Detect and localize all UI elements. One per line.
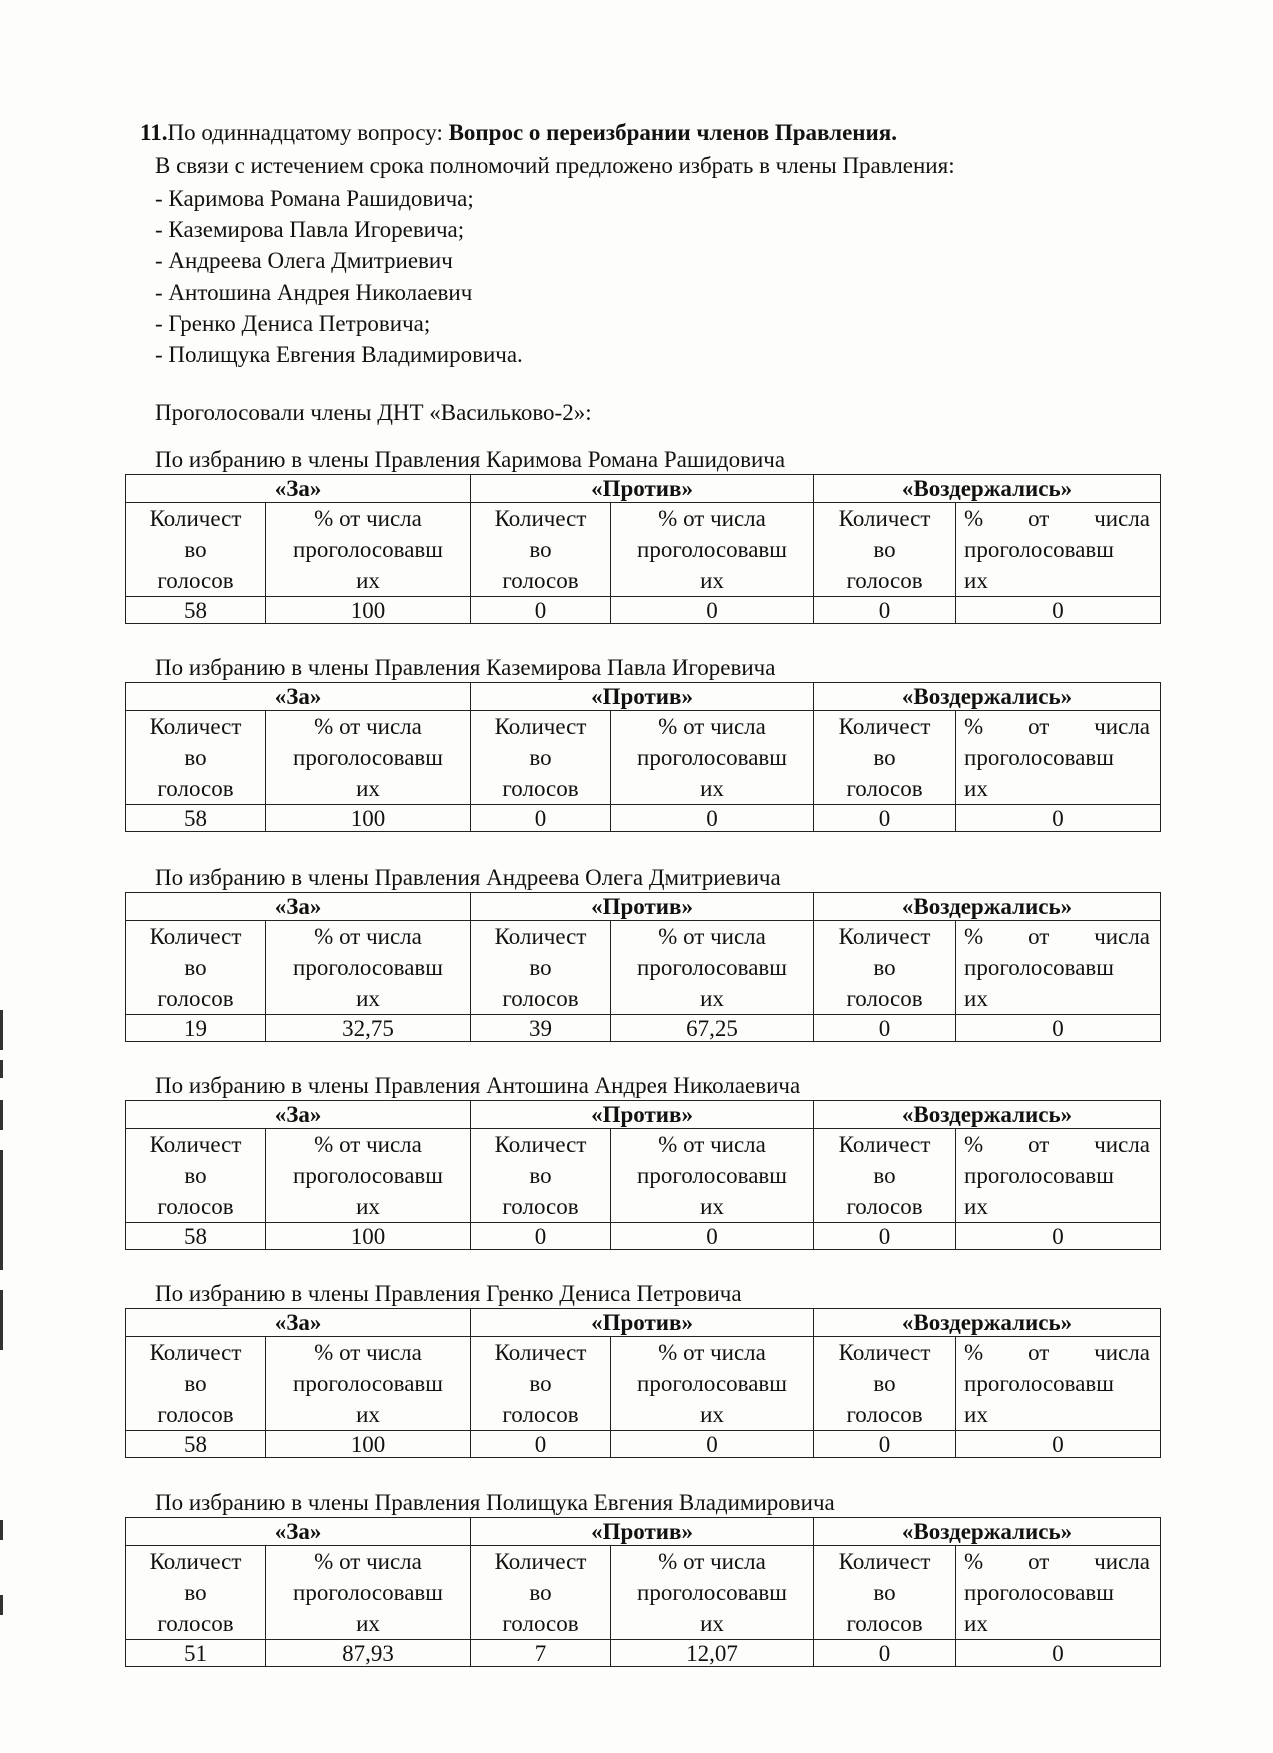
count-header-line: голосов <box>502 568 579 593</box>
count-header-line: во <box>529 537 552 562</box>
percent-header-line: их <box>964 1402 988 1427</box>
count-header <box>471 711 611 805</box>
table-row <box>126 1640 1161 1667</box>
table-subheader-row <box>126 711 1161 805</box>
count-header-line: голосов <box>846 986 923 1011</box>
percent-header-line: их <box>356 1194 380 1219</box>
vote-caption: По избранию в члены Правления Гренко Дениса Петровича <box>155 1281 742 1306</box>
count-header-line: голосов <box>502 1611 579 1636</box>
for-header: «За» <box>126 1309 471 1337</box>
percent-header-line: их <box>700 776 724 801</box>
table-header-row <box>126 1101 1161 1129</box>
table-header-row <box>126 893 1161 921</box>
table-row <box>126 1015 1161 1042</box>
for-percent: 100 <box>266 597 471 624</box>
count-header-line: во <box>184 955 207 980</box>
percent-word: % <box>964 714 984 739</box>
against-count: 7 <box>471 1640 611 1667</box>
against-percent: 0 <box>611 1223 814 1250</box>
vote-table <box>125 682 1161 832</box>
percent-word: числа <box>1094 714 1151 739</box>
percent-word: числа <box>1094 1132 1151 1157</box>
percent-header <box>266 1546 471 1640</box>
abstain-count: 0 <box>814 1015 956 1042</box>
count-header-line: во <box>873 1163 896 1188</box>
percent-header <box>956 711 1161 805</box>
percent-header-line: их <box>356 1402 380 1427</box>
table-subheader-row <box>126 1129 1161 1223</box>
percent-header-line: проголосовавш <box>637 1163 787 1188</box>
percent-header <box>266 1129 471 1223</box>
count-header-line: Количест <box>494 714 587 739</box>
percent-header-line: % от числа <box>658 506 766 531</box>
percent-header-line: их <box>964 568 988 593</box>
abstain-count: 0 <box>814 1640 956 1667</box>
count-header-line: Количест <box>494 1549 587 1574</box>
vote-table <box>125 1308 1161 1458</box>
candidate-item: - Каримова Романа Рашидовича; <box>155 186 474 211</box>
table-subheader-row <box>126 1337 1161 1431</box>
percent-word: % <box>964 924 984 949</box>
percent-header-line: проголосовавш <box>637 537 787 562</box>
against-header: «Против» <box>471 1309 814 1337</box>
scan-mark <box>0 1100 3 1130</box>
count-header <box>471 921 611 1015</box>
percent-header-line: проголосовавш <box>637 745 787 770</box>
for-count: 58 <box>126 1431 266 1458</box>
abstain-header: «Воздержались» <box>814 1101 1161 1129</box>
for-percent: 100 <box>266 1223 471 1250</box>
percent-word: % <box>964 1132 984 1157</box>
abstain-header: «Воздержались» <box>814 1309 1161 1337</box>
vote-caption: По избранию в члены Правления Каримова Романа Рашидовича <box>155 447 786 472</box>
percent-header <box>266 1337 471 1431</box>
count-header-line: голосов <box>157 986 234 1011</box>
vote-table <box>125 1517 1161 1667</box>
against-count: 0 <box>471 597 611 624</box>
count-header <box>126 921 266 1015</box>
against-percent: 0 <box>611 1431 814 1458</box>
vote-caption: По избранию в члены Правления Андреева Олега Дмитриевича <box>155 865 781 890</box>
count-header-line: во <box>184 1163 207 1188</box>
percent-header-line: проголосовавш <box>964 1163 1114 1188</box>
candidate-item: - Антошина Андрея Николаевич <box>155 279 473 305</box>
count-header-line: голосов <box>502 776 579 801</box>
count-header <box>126 1337 266 1431</box>
for-count: 19 <box>126 1015 266 1042</box>
percent-header <box>611 1129 814 1223</box>
against-header: «Против» <box>471 683 814 711</box>
count-header-line: во <box>529 955 552 980</box>
against-count: 0 <box>471 1431 611 1458</box>
percent-header-line: проголосовавш <box>293 1163 443 1188</box>
percent-header <box>266 711 471 805</box>
percent-header-line: % от числа <box>314 924 422 949</box>
count-header-line: Количест <box>838 1340 931 1365</box>
table-subheader-row <box>126 921 1161 1015</box>
count-header-line: голосов <box>846 568 923 593</box>
count-header-line: голосов <box>157 1194 234 1219</box>
percent-header-line: проголосовавш <box>964 1371 1114 1396</box>
for-header: «За» <box>126 1518 471 1546</box>
abstain-percent: 0 <box>956 1223 1161 1250</box>
percent-header-line: их <box>700 1402 724 1427</box>
count-header-line: голосов <box>502 1194 579 1219</box>
percent-header <box>266 921 471 1015</box>
percent-header-line: % от числа <box>658 924 766 949</box>
abstain-percent: 0 <box>956 805 1161 832</box>
percent-header-line: проголосовавш <box>637 955 787 980</box>
percent-word: от <box>1028 924 1050 949</box>
for-percent: 32,75 <box>266 1015 471 1042</box>
percent-word: числа <box>1094 506 1151 531</box>
percent-header-line: их <box>700 1611 724 1636</box>
candidate-list <box>155 183 523 370</box>
count-header <box>814 921 956 1015</box>
percent-header-line <box>964 1337 1160 1368</box>
percent-header-line: проголосовавш <box>293 1371 443 1396</box>
percent-header-line: их <box>964 1611 988 1636</box>
percent-word: от <box>1028 1132 1050 1157</box>
count-header-line: голосов <box>846 1402 923 1427</box>
count-header-line: во <box>873 537 896 562</box>
count-header-line: Количест <box>149 1340 242 1365</box>
scan-mark <box>0 1595 3 1615</box>
count-header-line: во <box>873 955 896 980</box>
percent-header-line: % от числа <box>314 1340 422 1365</box>
question-title: Вопрос о переизбрании членов Правления. <box>448 120 897 145</box>
count-header-line: во <box>873 1371 896 1396</box>
table-subheader-row <box>126 1546 1161 1640</box>
count-header-line: во <box>184 745 207 770</box>
percent-word: от <box>1028 1340 1050 1365</box>
against-header: «Против» <box>471 1518 814 1546</box>
percent-header-line: их <box>700 568 724 593</box>
percent-header-line: проголосовавш <box>293 745 443 770</box>
count-header-line: во <box>529 1580 552 1605</box>
table-row <box>126 1431 1161 1458</box>
candidate-item: - Каземирова Павла Игоревича; <box>155 217 465 243</box>
table-row <box>126 597 1161 624</box>
vote-caption: По избранию в члены Правления Антошина Андрея Николаевича <box>155 1073 801 1098</box>
count-header-line: во <box>873 1580 896 1605</box>
percent-header-line: проголосовавш <box>293 537 443 562</box>
percent-header-line: проголосовавш <box>964 1580 1114 1605</box>
count-header <box>471 1546 611 1640</box>
count-header-line: Количест <box>838 714 931 739</box>
percent-header <box>611 1546 814 1640</box>
percent-word: числа <box>1094 1340 1151 1365</box>
against-percent: 12,07 <box>611 1640 814 1667</box>
count-header <box>814 711 956 805</box>
percent-header-line: их <box>964 986 988 1011</box>
count-header-line: Количест <box>149 1132 242 1157</box>
count-header-line: Количест <box>494 1340 587 1365</box>
for-count: 58 <box>126 805 266 832</box>
against-percent: 0 <box>611 805 814 832</box>
percent-header-line <box>964 921 1160 952</box>
count-header-line: Количест <box>149 924 242 949</box>
count-header-line: Количест <box>838 1549 931 1574</box>
percent-header-line: их <box>964 1194 988 1219</box>
vote-table <box>125 1100 1161 1250</box>
for-count: 58 <box>126 1223 266 1250</box>
count-header <box>814 503 956 597</box>
count-header <box>126 1546 266 1640</box>
percent-header <box>956 1546 1161 1640</box>
count-header-line: Количест <box>838 506 931 531</box>
percent-header <box>956 1337 1161 1431</box>
against-count: 0 <box>471 1223 611 1250</box>
percent-header-line: их <box>356 986 380 1011</box>
percent-header-line <box>964 1129 1160 1160</box>
percent-header-line: % от числа <box>314 714 422 739</box>
percent-header-line: % от числа <box>658 1340 766 1365</box>
count-header-line: во <box>184 1371 207 1396</box>
for-count: 51 <box>126 1640 266 1667</box>
scan-mark <box>0 1150 3 1270</box>
count-header-line: голосов <box>157 568 234 593</box>
against-count: 39 <box>471 1015 611 1042</box>
count-header-line: голосов <box>157 1611 234 1636</box>
vote-table <box>125 892 1161 1042</box>
count-header-line: Количест <box>838 924 931 949</box>
table-header-row <box>126 1518 1161 1546</box>
percent-word: от <box>1028 714 1050 739</box>
count-header-line: Количест <box>149 1549 242 1574</box>
percent-header-line: % от числа <box>658 1132 766 1157</box>
abstain-percent: 0 <box>956 1640 1161 1667</box>
vote-caption: По избранию в члены Правления Каземирова Павла Игоревича <box>155 655 776 680</box>
count-header <box>471 1337 611 1431</box>
count-header <box>126 1129 266 1223</box>
count-header <box>126 711 266 805</box>
abstain-percent: 0 <box>956 1015 1161 1042</box>
scan-mark <box>0 1520 3 1540</box>
abstain-header: «Воздержались» <box>814 893 1161 921</box>
abstain-percent: 0 <box>956 597 1161 624</box>
against-header: «Против» <box>471 1101 814 1129</box>
count-header <box>126 503 266 597</box>
question-prefix: По одиннадцатому вопросу: <box>167 120 449 145</box>
against-count: 0 <box>471 805 611 832</box>
count-header-line: Количест <box>838 1132 931 1157</box>
percent-header <box>611 711 814 805</box>
percent-header-line <box>964 1546 1160 1577</box>
count-header-line: голосов <box>157 1402 234 1427</box>
percent-word: числа <box>1094 1549 1151 1574</box>
percent-header-line: их <box>356 1611 380 1636</box>
percent-word: числа <box>1094 924 1151 949</box>
table-header-row <box>126 475 1161 503</box>
percent-header <box>611 1337 814 1431</box>
question-heading <box>140 118 1140 148</box>
count-header <box>471 1129 611 1223</box>
count-header <box>814 1337 956 1431</box>
for-percent: 100 <box>266 805 471 832</box>
percent-header-line: % от числа <box>658 1549 766 1574</box>
table-subheader-row <box>126 503 1161 597</box>
abstain-header: «Воздержались» <box>814 683 1161 711</box>
percent-word: % <box>964 1549 984 1574</box>
abstain-count: 0 <box>814 597 956 624</box>
count-header-line: голосов <box>502 986 579 1011</box>
count-header-line: голосов <box>502 1402 579 1427</box>
percent-header-line: их <box>700 986 724 1011</box>
percent-header-line: проголосовавш <box>637 1371 787 1396</box>
percent-header-line: проголосовавш <box>293 955 443 980</box>
percent-header-line: их <box>356 568 380 593</box>
percent-header <box>611 503 814 597</box>
count-header-line: голосов <box>846 1194 923 1219</box>
count-header-line: во <box>184 1580 207 1605</box>
abstain-percent: 0 <box>956 1431 1161 1458</box>
candidate-item: - Полищука Евгения Владимировича. <box>155 342 523 368</box>
table-row <box>126 1223 1161 1250</box>
percent-header-line: проголосовавш <box>293 1580 443 1605</box>
against-header: «Против» <box>471 893 814 921</box>
count-header-line: Количест <box>494 1132 587 1157</box>
for-count: 58 <box>126 597 266 624</box>
against-percent: 67,25 <box>611 1015 814 1042</box>
count-header-line: во <box>873 745 896 770</box>
count-header-line: голосов <box>846 776 923 801</box>
abstain-header: «Воздержались» <box>814 475 1161 503</box>
percent-header-line <box>964 711 1160 742</box>
intro-text: В связи с истечением срока полномочий предложено избрать в члены Правления: <box>155 153 955 178</box>
count-header-line: Количест <box>149 506 242 531</box>
percent-header-line <box>964 503 1160 534</box>
scan-mark <box>0 1290 3 1350</box>
for-header: «За» <box>126 1101 471 1129</box>
count-header-line: голосов <box>157 776 234 801</box>
for-percent: 87,93 <box>266 1640 471 1667</box>
scan-mark <box>0 1060 3 1078</box>
for-header: «За» <box>126 683 471 711</box>
percent-header <box>956 921 1161 1015</box>
count-header-line: Количест <box>149 714 242 739</box>
percent-header-line: проголосовавш <box>964 745 1114 770</box>
percent-header-line: проголосовавш <box>964 955 1114 980</box>
abstain-count: 0 <box>814 1431 956 1458</box>
voted-label: Проголосовали члены ДНТ «Васильково-2»: <box>155 400 592 425</box>
percent-header <box>266 503 471 597</box>
count-header <box>471 503 611 597</box>
against-percent: 0 <box>611 597 814 624</box>
abstain-count: 0 <box>814 805 956 832</box>
candidate-item: - Гренко Дениса Петровича; <box>155 310 431 336</box>
against-header: «Против» <box>471 475 814 503</box>
count-header <box>814 1129 956 1223</box>
table-header-row <box>126 1309 1161 1337</box>
candidate-item: - Андреева Олега Дмитриевич <box>155 248 453 274</box>
count-header-line: во <box>529 1163 552 1188</box>
percent-header-line: % от числа <box>658 714 766 739</box>
vote-table <box>125 474 1161 624</box>
percent-word: от <box>1028 506 1050 531</box>
percent-header <box>956 1129 1161 1223</box>
for-percent: 100 <box>266 1431 471 1458</box>
vote-caption: По избранию в члены Правления Полищука Евгения Владимировича <box>155 1490 835 1515</box>
percent-header-line: % от числа <box>314 506 422 531</box>
for-header: «За» <box>126 893 471 921</box>
percent-word: % <box>964 506 984 531</box>
percent-header-line: % от числа <box>314 1549 422 1574</box>
count-header-line: Количест <box>494 506 587 531</box>
count-header-line: во <box>184 537 207 562</box>
scan-mark <box>0 1010 3 1050</box>
percent-header-line: их <box>700 1194 724 1219</box>
percent-header-line: их <box>964 776 988 801</box>
percent-header-line: их <box>356 776 380 801</box>
percent-header-line: проголосовавш <box>637 1580 787 1605</box>
percent-header <box>956 503 1161 597</box>
percent-header-line: проголосовавш <box>964 537 1114 562</box>
percent-word: % <box>964 1340 984 1365</box>
count-header-line: Количест <box>494 924 587 949</box>
table-row <box>126 805 1161 832</box>
count-header-line: во <box>529 1371 552 1396</box>
percent-header-line: % от числа <box>314 1132 422 1157</box>
for-header: «За» <box>126 475 471 503</box>
percent-header <box>611 921 814 1015</box>
abstain-count: 0 <box>814 1223 956 1250</box>
question-number: 11. <box>140 120 168 145</box>
count-header-line: голосов <box>846 1611 923 1636</box>
count-header-line: во <box>529 745 552 770</box>
table-header-row <box>126 683 1161 711</box>
count-header <box>814 1546 956 1640</box>
abstain-header: «Воздержались» <box>814 1518 1161 1546</box>
percent-word: от <box>1028 1549 1050 1574</box>
